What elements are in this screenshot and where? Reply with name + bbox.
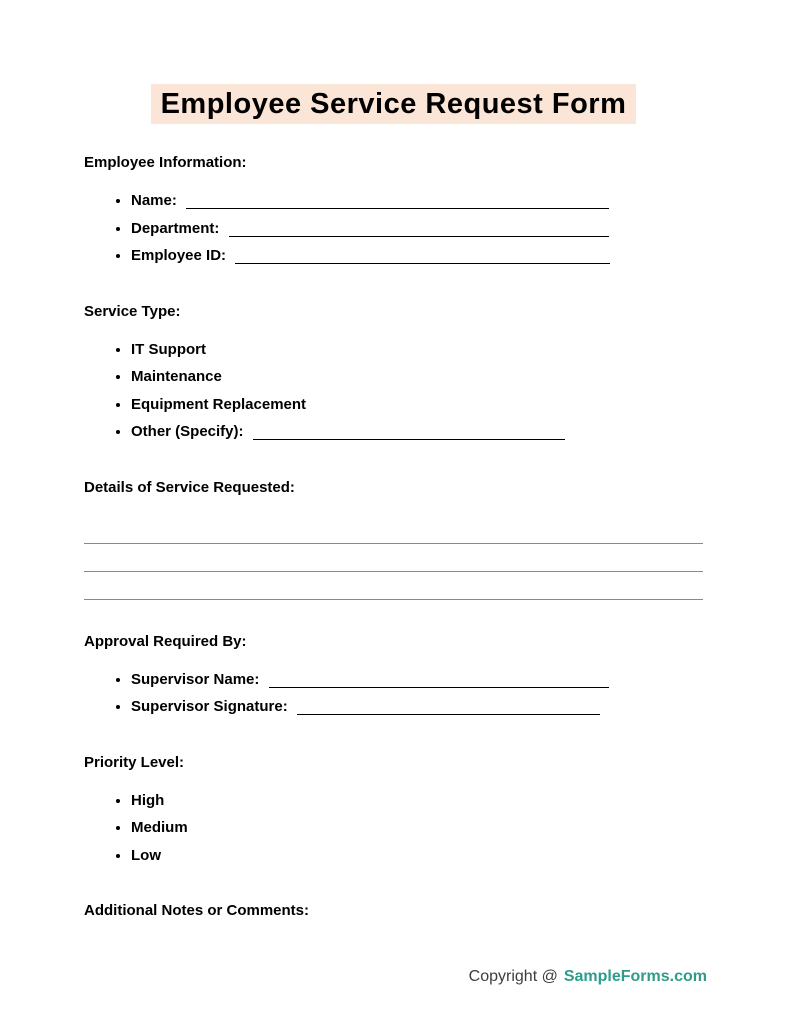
section-heading-priority: Priority Level: xyxy=(84,753,185,771)
details-line-3 xyxy=(84,572,703,600)
field-label-supervisor-name: Supervisor Name: xyxy=(131,670,260,688)
list-item-priority-medium xyxy=(131,814,703,842)
details-write-in-area xyxy=(84,516,703,600)
list-item-maintenance xyxy=(131,363,703,391)
field-label-employee-id: Employee ID: xyxy=(131,247,227,264)
field-label-other-specify: Other (Specify): xyxy=(131,423,244,440)
option-label-medium: Medium xyxy=(131,819,188,836)
list-item-supervisor-name xyxy=(131,666,703,694)
list-item-employee-id xyxy=(131,242,703,270)
brand-link[interactable]: SampleForms.com xyxy=(563,968,707,985)
supervisor-name-blank-line xyxy=(269,675,609,688)
footer xyxy=(469,968,707,986)
option-label-equipment-replacement: Equipment Replacement xyxy=(131,395,307,413)
option-label-high: High xyxy=(131,791,165,809)
list-item-other-specify xyxy=(131,418,703,446)
details-line-2 xyxy=(84,544,703,572)
section-heading-approval: Approval Required By: xyxy=(84,632,247,650)
section-heading-details: Details of Service Requested: xyxy=(84,478,295,496)
copyright-text: Copyright @ xyxy=(468,968,558,985)
page-title: Employee Service Request Form xyxy=(151,84,637,124)
other-specify-blank-line xyxy=(253,427,565,440)
field-label-supervisor-signature: Supervisor Signature: xyxy=(131,698,288,715)
list-item-name xyxy=(131,187,703,215)
supervisor-signature-blank-line xyxy=(297,702,600,715)
approval-list xyxy=(84,666,703,721)
list-item-priority-high xyxy=(131,787,703,815)
title-row xyxy=(84,84,703,124)
list-item-priority-low xyxy=(131,842,703,870)
employee-id-blank-line xyxy=(235,251,610,264)
employee-info-list xyxy=(84,187,703,270)
option-label-low: Low xyxy=(131,846,161,864)
section-heading-service-type: Service Type: xyxy=(84,302,181,320)
section-heading-employee-info: Employee Information: xyxy=(84,154,247,171)
option-label-it-support: IT Support xyxy=(131,340,206,358)
field-label-department: Department: xyxy=(131,219,220,237)
section-heading-notes: Additional Notes or Comments: xyxy=(84,902,310,919)
name-blank-line xyxy=(186,196,609,209)
details-line-1 xyxy=(84,516,703,544)
list-item-it-support xyxy=(131,336,703,364)
department-blank-line xyxy=(229,224,609,237)
list-item-department xyxy=(131,215,703,243)
service-type-list xyxy=(84,336,703,446)
field-label-name: Name: xyxy=(131,192,177,209)
list-item-supervisor-signature xyxy=(131,693,703,721)
option-label-maintenance: Maintenance xyxy=(131,368,222,385)
priority-list xyxy=(84,787,703,870)
list-item-equipment-replacement xyxy=(131,391,703,419)
